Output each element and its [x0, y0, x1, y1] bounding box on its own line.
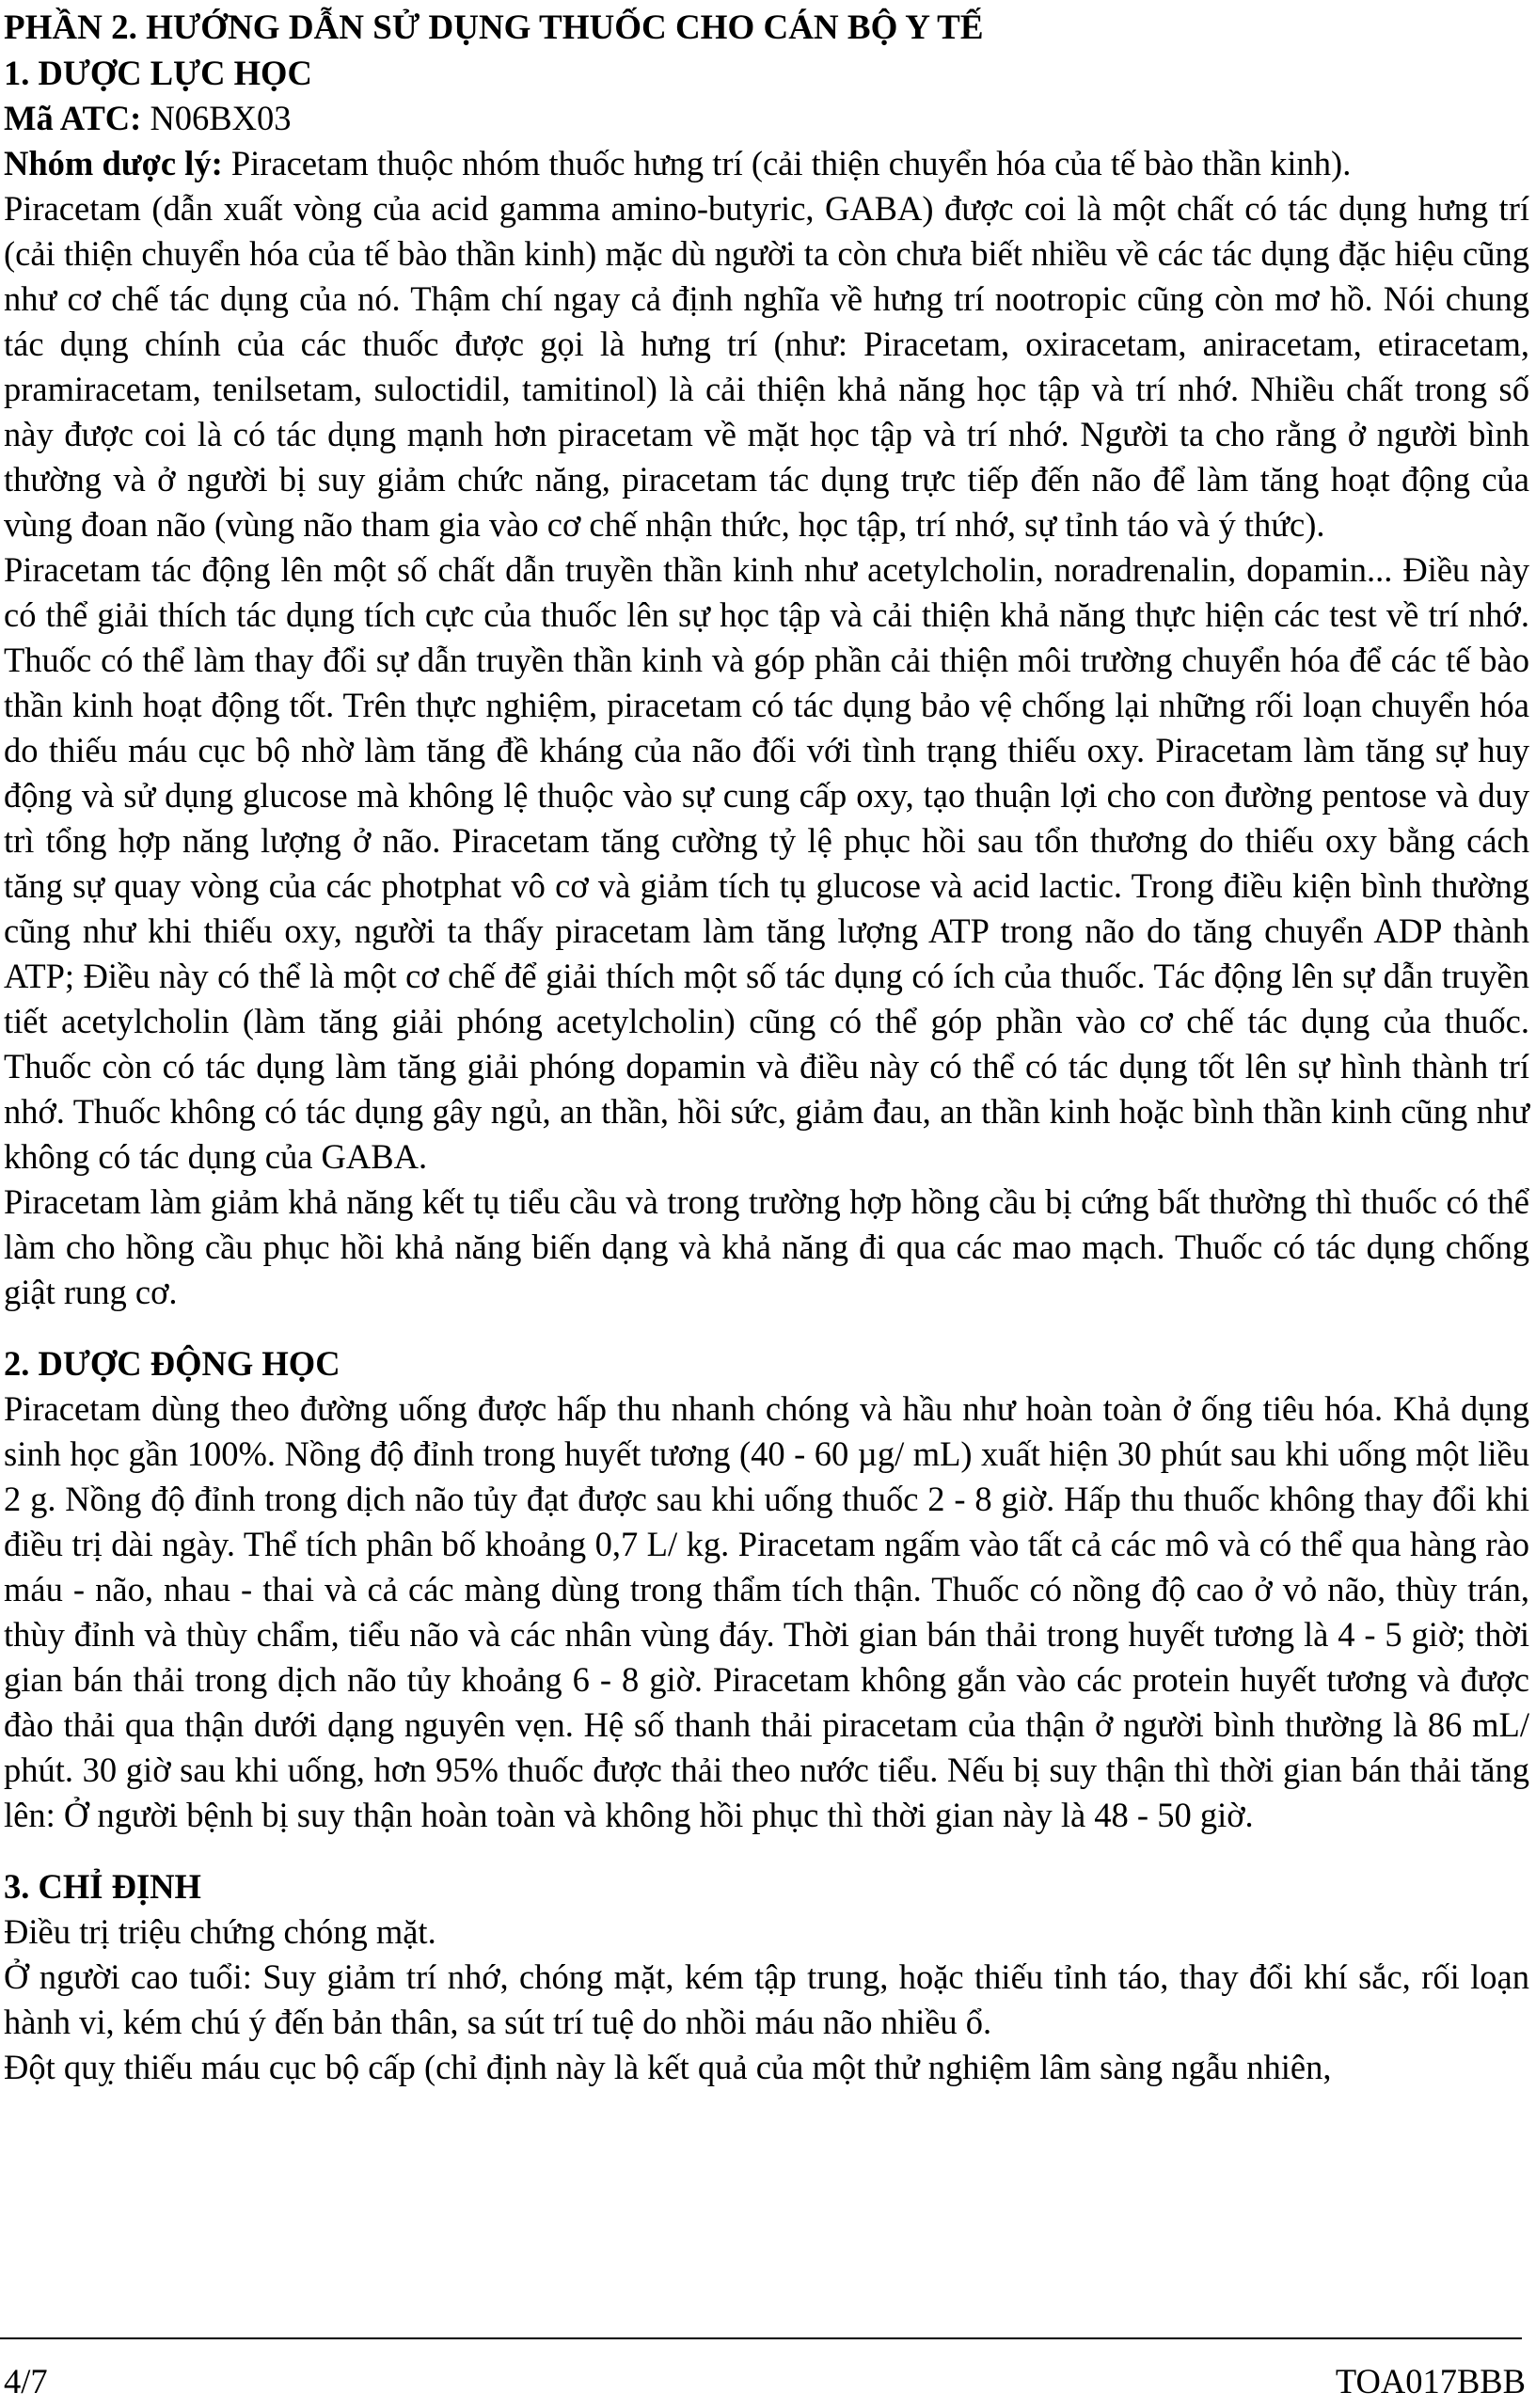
part-title: PHẦN 2. HƯỚNG DẪN SỬ DỤNG THUỐC CHO CÁN BỘ Y TẾ: [4, 8, 984, 47]
atc-code-line: [4, 96, 1529, 141]
document-code: TOA017BBB: [1335, 2362, 1526, 2400]
section-spacer: [4, 1838, 1529, 1864]
paragraph: Piracetam dùng theo đường uống được hấp thu nhanh chóng và hầu như hoàn toàn ở ống tiêu hóa. Khả dụng sinh học gần 100%. Nồng độ đỉnh trong huyết tương (40 - 60 µg/ mL) xuất hiện 30 phút sau khi uống một liều 2 g. Nồng độ đỉnh trong dịch não tủy đạt được sau khi uống thuốc 2 - 8 giờ. Hấp thu thuốc không thay đổi khi điều trị dài ngày. Thể tích phân bố khoảng 0,7 L/ kg. Piracetam ngấm vào tất cả các mô và có thể qua hàng rào máu - não, nhau - thai và cả các màng dùng trong thẩm tích thận. Thuốc có nồng độ cao ở vỏ não, thùy trán, thùy đỉnh và thùy chẩm, tiểu não và các nhân vùng đáy. Thời gian bán thải trong huyết tương là 4 - 5 giờ; thời gian bán thải trong dịch não tủy khoảng 6 - 8 giờ. Piracetam không gắn vào các protein huyết tương và được đào thải qua thận dưới dạng nguyên vẹn. Hệ số thanh thải piracetam của thận ở người bình thường là 86 mL/ phút. 30 giờ sau khi uống, hơn 95% thuốc được thải theo nước tiểu. Nếu bị suy thận thì thời gian bán thải tăng lên: Ở người bệnh bị suy thận hoàn toàn và không hồi phục thì thời gian này là 48 - 50 giờ.: [4, 1389, 1529, 1834]
document-body: [4, 6, 1529, 2090]
paragraph: Ở người cao tuổi: Suy giảm trí nhớ, chóng mặt, kém tập trung, hoặc thiếu tỉnh táo, thay đổi khí sắc, rối loạn hành vi, kém chú ý đến bản thân, sa sút trí tuệ do nhồi máu não nhiều ổ.: [4, 1957, 1529, 2041]
atc-code-value: N06BX03: [141, 99, 292, 137]
page-number: 4/7: [4, 2362, 48, 2400]
footer-divider: [0, 2337, 1522, 2339]
section-heading-indications: 3. CHỈ ĐỊNH: [4, 1867, 201, 1906]
paragraph: Đột quỵ thiếu máu cục bộ cấp (chỉ định này là kết quả của một thử nghiệm lâm sàng ngẫu nhiên,: [4, 2048, 1332, 2086]
atc-code-label: Mã ATC:: [4, 99, 142, 137]
pharmacological-group-line: [4, 141, 1529, 186]
pharmacological-group-label: Nhóm dược lý:: [4, 144, 223, 182]
paragraph: Piracetam làm giảm khả năng kết tụ tiểu cầu và trong trường hợp hồng cầu bị cứng bất thường thì thuốc có thể làm cho hồng cầu phục hồi khả năng biến dạng và khả năng đi qua các mao mạch. Thuốc có tác dụng chống giật rung cơ.: [4, 1182, 1529, 1311]
section-heading-pharmacokinetics: 2. DƯỢC ĐỘNG HỌC: [4, 1344, 340, 1383]
pharmacological-group-value: Piracetam thuộc nhóm thuốc hưng trí (cải thiện chuyển hóa của tế bào thần kinh).: [222, 144, 1352, 182]
section-spacer: [4, 1315, 1529, 1341]
paragraph: Điều trị triệu chứng chóng mặt.: [4, 1912, 436, 1951]
page-footer: [4, 2359, 1526, 2404]
paragraph: Piracetam (dẫn xuất vòng của acid gamma amino-butyric, GABA) được coi là một chất có tác dụng hưng trí (cải thiện chuyển hóa của tế bào thần kinh) mặc dù người ta còn chưa biết nhiều về các tác dụng đặc hiệu cũng như cơ chế tác dụng của nó. Thậm chí ngay cả định nghĩa về hưng trí nootropic cũng còn mơ hồ. Nói chung tác dụng chính của các thuốc được gọi là hưng trí (như: Piracetam, oxiracetam, aniracetam, etiracetam, pramiracetam, tenilsetam, suloctidil, tamitinol) là cải thiện khả năng học tập và trí nhớ. Nhiều chất trong số này được coi là có tác dụng mạnh hơn piracetam về mặt học tập và trí nhớ. Người ta cho rằng ở người bình thường và ở người bị suy giảm chức năng, piracetam tác dụng trực tiếp đến não để làm tăng hoạt động của vùng đoan não (vùng não tham gia vào cơ chế nhận thức, học tập, trí nhớ, sự tỉnh táo và ý thức).: [4, 189, 1529, 544]
paragraph: Piracetam tác động lên một số chất dẫn truyền thần kinh như acetylcholin, noradrenalin, dopamin... Điều này có thể giải thích tác dụng tích cực của thuốc lên sự học tập và cải thiện khả năng thực hiện các test về trí nhớ. Thuốc có thể làm thay đổi sự dẫn truyền thần kinh và góp phần cải thiện môi trường chuyển hóa để các tế bào thần kinh hoạt động tốt. Trên thực nghiệm, piracetam có tác dụng bảo vệ chống lại những rối loạn chuyển hóa do thiếu máu cục bộ nhờ làm tăng đề kháng của não đối với tình trạng thiếu oxy. Piracetam làm tăng sự huy động và sử dụng glucose mà không lệ thuộc vào sự cung cấp oxy, tạo thuận lợi cho con đường pentose và duy trì tổng hợp năng lượng ở não. Piracetam tăng cường tỷ lệ phục hồi sau tổn thương do thiếu oxy bằng cách tăng sự quay vòng của các photphat vô cơ và giảm tích tụ glucose và acid lactic. Trong điều kiện bình thường cũng như khi thiếu oxy, người ta thấy piracetam làm tăng lượng ATP trong não do tăng chuyển ADP thành ATP; Điều này có thể là một cơ chế để giải thích một số tác dụng có ích của thuốc. Tác động lên sự dẫn truyền tiết acetylcholin (làm tăng giải phóng acetylcholin) cũng có thể góp phần vào cơ chế tác dụng của thuốc. Thuốc còn có tác dụng làm tăng giải phóng dopamin và điều này có thể có tác dụng tốt lên sự hình thành trí nhớ. Thuốc không có tác dụng gây ngủ, an thần, hồi sức, giảm đau, an thần kinh hoặc bình thần kinh cũng như không có tác dụng của GABA.: [4, 550, 1529, 1176]
section-heading-pharmacodynamics: 1. DƯỢC LỰC HỌC: [4, 54, 312, 92]
